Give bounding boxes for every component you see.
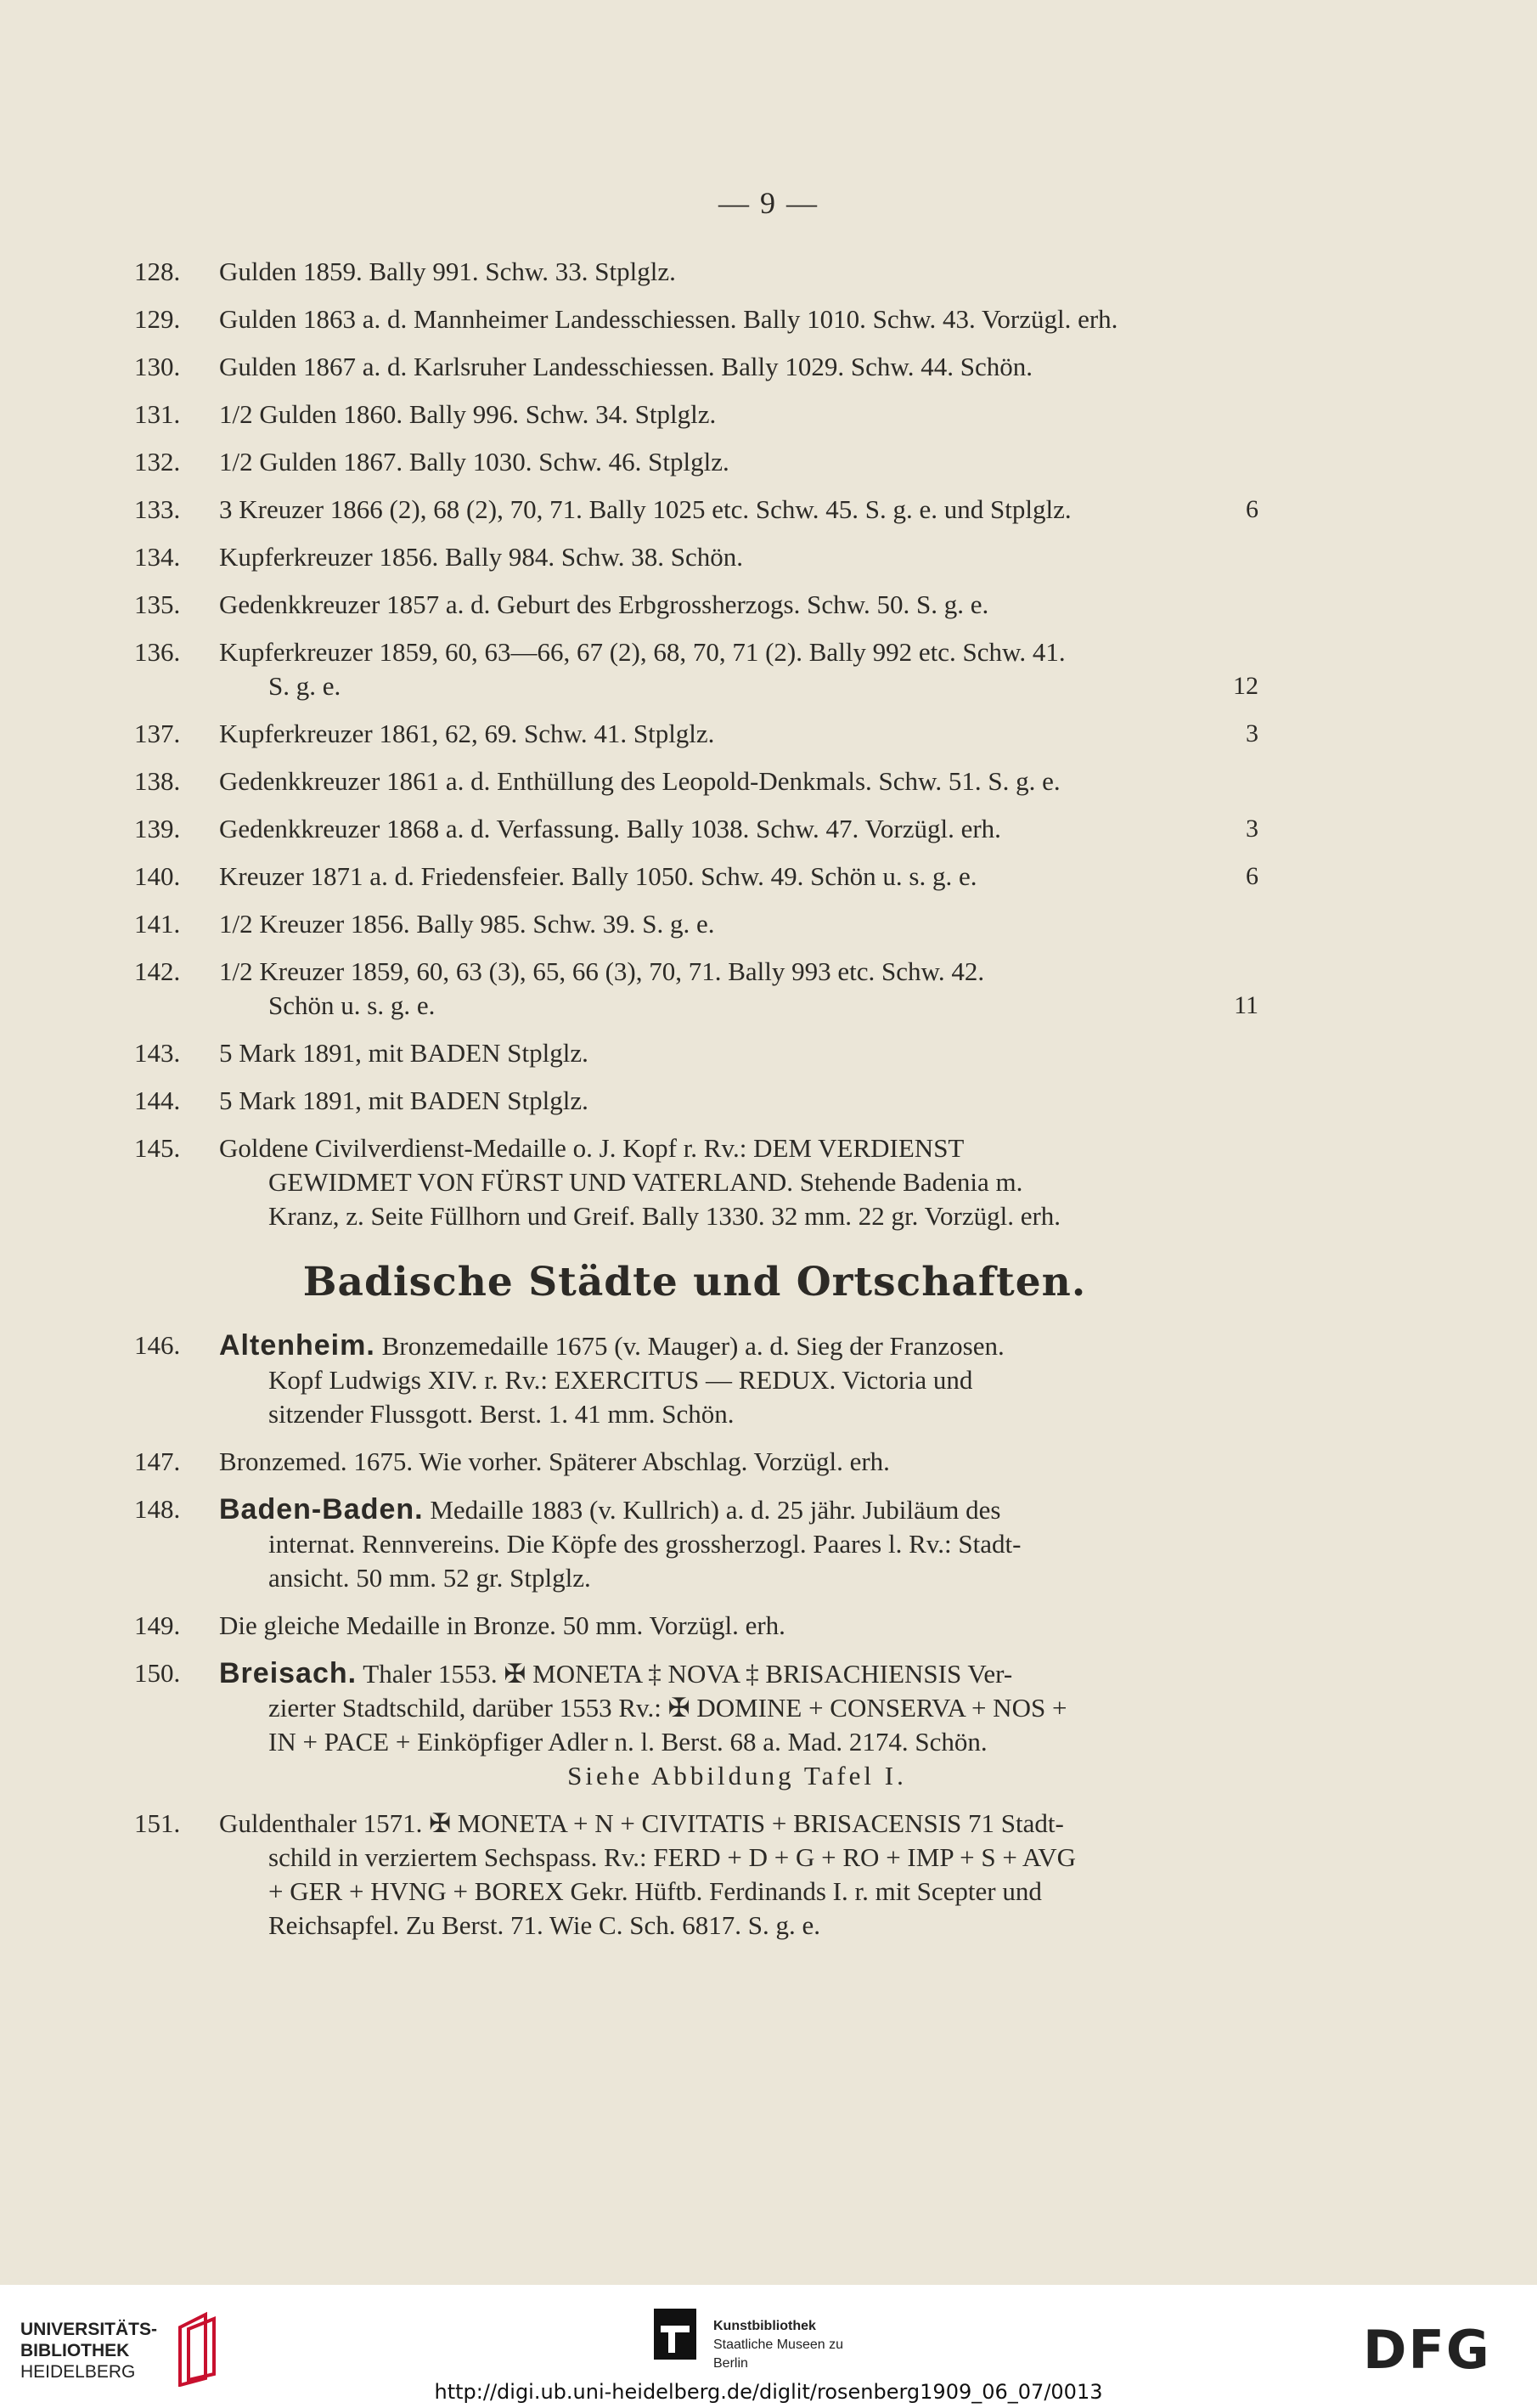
entry-line: Kupferkreuzer 1856. Bally 984. Schw. 38. Schön. xyxy=(219,542,744,572)
catalog-entry xyxy=(134,1445,1255,1479)
entry-line: Kreuzer 1871 a. d. Friedensfeier. Bally 1050. Schw. 49. Schön u. s. g. e. xyxy=(219,861,977,891)
entry-line: Schön u. s. g. e. xyxy=(268,990,436,1020)
catalog-entry xyxy=(134,1656,1255,1793)
entry-number: 147. xyxy=(134,1446,181,1476)
catalog-entry xyxy=(134,588,1255,622)
entry-body xyxy=(219,540,1255,574)
entry-line: Gedenkkreuzer 1861 a. d. Enthüllung des Leopold-Denkmals. Schw. 51. S. g. e. xyxy=(219,766,1061,796)
catalog-entry xyxy=(134,955,1258,1023)
entry-number: 151. xyxy=(134,1808,181,1838)
entry-body xyxy=(219,1328,1255,1431)
entry-line: 1/2 Kreuzer 1856. Bally 985. Schw. 39. S. g. e. xyxy=(219,909,715,939)
entry-line: Kranz, z. Seite Füllhorn und Greif. Bally 1330. 32 mm. 22 gr. Vorzügl. erh. xyxy=(268,1201,1061,1231)
entry-body xyxy=(219,955,1255,1023)
page-number: — 9 — xyxy=(718,186,819,220)
entry-body xyxy=(219,398,1255,431)
entry-price: 12 xyxy=(1233,672,1258,700)
entry-line: zierter Stadtschild, darüber 1553 Rv.: ✠ DOMINE + CONSERVA + NOS + xyxy=(268,1693,1067,1723)
entry-line: sitzender Flussgott. Berst. 1. 41 mm. Schön. xyxy=(268,1399,735,1429)
entry-text: Medaille 1883 (v. Kullrich) a. d. 25 jähr. Jubiläum des xyxy=(423,1495,1001,1525)
entry-number: 139. xyxy=(134,814,181,843)
kunstbibliothek-logo[interactable] xyxy=(654,2309,875,2371)
entry-body xyxy=(219,1036,1255,1070)
entry-line: Gulden 1863 a. d. Mannheimer Landesschiessen. Bally 1010. Schw. 43. Vorzügl. erh. xyxy=(219,304,1118,334)
entry-line: Die gleiche Medaille in Bronze. 50 mm. Vorzügl. erh. xyxy=(219,1610,785,1640)
entry-price: 6 xyxy=(1246,862,1258,890)
entry-price: 3 xyxy=(1246,719,1258,747)
entry-number: 132. xyxy=(134,447,181,477)
entry-body xyxy=(219,1807,1255,1943)
entry-number: 140. xyxy=(134,861,181,891)
entry-body xyxy=(219,860,1255,894)
university-library-logo[interactable] xyxy=(20,2310,216,2387)
entry-number: 129. xyxy=(134,304,181,334)
entry-body xyxy=(219,907,1255,941)
entry-number: 143. xyxy=(134,1038,181,1068)
catalog-entry xyxy=(134,1609,1255,1643)
catalog-entry xyxy=(134,1807,1255,1943)
entry-line xyxy=(219,1656,1255,1691)
entry-number: 134. xyxy=(134,542,181,572)
entry-line: S. g. e. xyxy=(268,671,341,701)
entry-body xyxy=(219,350,1255,384)
entry-line: internat. Rennvereins. Die Köpfe des grossherzogl. Paares l. Rv.: Stadt- xyxy=(268,1529,1022,1559)
catalog-entry xyxy=(134,1036,1255,1070)
entry-price: 11 xyxy=(1234,991,1258,1019)
entry-line: Kopf Ludwigs XIV. r. Rv.: EXERCITUS — REDUX. Victoria und xyxy=(268,1365,973,1395)
entry-line: Gedenkkreuzer 1857 a. d. Geburt des Erbgrossherzogs. Schw. 50. S. g. e. xyxy=(219,589,989,619)
entry-number: 144. xyxy=(134,1086,181,1115)
kb-line-1: Kunstbibliothek xyxy=(713,2319,816,2333)
entry-line: Bronzemed. 1675. Wie vorher. Späterer Abschlag. Vorzügl. erh. xyxy=(219,1446,890,1476)
entry-body xyxy=(219,255,1255,289)
university-library-text xyxy=(20,2319,157,2383)
entry-body xyxy=(219,1492,1255,1595)
catalog-entries-towns xyxy=(134,1328,1255,1943)
catalog-entry xyxy=(134,1328,1255,1431)
place-name: Breisach. xyxy=(219,1657,358,1689)
entry-number: 131. xyxy=(134,399,181,429)
university-logo-icon xyxy=(172,2310,222,2387)
catalog-entry xyxy=(134,764,1255,798)
entry-body xyxy=(219,1131,1255,1233)
entry-line: Kupferkreuzer 1859, 60, 63—66, 67 (2), 68, 70, 71 (2). Bally 992 etc. Schw. 41. xyxy=(219,637,1066,667)
section-heading: Badische Städte und Ortschaften. xyxy=(302,1259,1087,1306)
entry-line: GEWIDMET VON FÜRST UND VATERLAND. Stehende Badenia m. xyxy=(268,1167,1023,1197)
entry-number: 128. xyxy=(134,257,181,286)
catalog-entry xyxy=(134,398,1255,431)
entry-line: 3 Kreuzer 1866 (2), 68 (2), 70, 71. Bally 1025 etc. Schw. 45. S. g. e. und Stplglz. xyxy=(219,494,1072,524)
dfg-logo[interactable]: DFG xyxy=(1363,2319,1491,2381)
catalog-entry xyxy=(134,907,1255,941)
entry-line: 1/2 Kreuzer 1859, 60, 63 (3), 65, 66 (3), 70, 71. Bally 993 etc. Schw. 42. xyxy=(219,956,985,986)
catalog-entry xyxy=(134,540,1255,574)
entry-line: Gedenkkreuzer 1868 a. d. Verfassung. Bally 1038. Schw. 47. Vorzügl. erh. xyxy=(219,814,1001,843)
entry-line: Guldenthaler 1571. ✠ MONETA + N + CIVITATIS + BRISACENSIS 71 Stadt- xyxy=(219,1808,1064,1838)
entry-body xyxy=(219,764,1255,798)
entry-text: Bronzemedaille 1675 (v. Mauger) a. d. Sieg der Franzosen. xyxy=(374,1331,1005,1361)
entry-line: 1/2 Gulden 1867. Bally 1030. Schw. 46. Stplglz. xyxy=(219,447,729,477)
catalog-entry xyxy=(134,493,1258,527)
entry-body xyxy=(219,1084,1255,1118)
place-name: Altenheim. xyxy=(219,1329,375,1362)
entry-line: ansicht. 50 mm. 52 gr. Stplglz. xyxy=(268,1563,591,1593)
entry-line: Goldene Civilverdienst-Medaille o. J. Kopf r. Rv.: DEM VERDIENST xyxy=(219,1133,965,1163)
catalog-entries-coins xyxy=(134,255,1258,1233)
source-url-link[interactable]: http://digi.ub.uni-heidelberg.de/diglit/rosenberg1909_06_07/0013 xyxy=(434,2380,1103,2404)
entry-body xyxy=(219,588,1255,622)
entry-line: Gulden 1859. Bally 991. Schw. 33. Stplglz. xyxy=(219,257,676,286)
footer-bar xyxy=(0,2285,1537,2408)
entry-line: IN + PACE + Einköpfiger Adler n. l. Berst. 68 a. Mad. 2174. Schön. xyxy=(268,1727,988,1757)
catalog-entry xyxy=(134,1131,1255,1233)
entry-body xyxy=(219,1445,1255,1479)
entry-body xyxy=(219,1656,1255,1793)
uni-line-3: HEIDELBERG xyxy=(20,2362,136,2382)
catalog-list xyxy=(134,255,1258,1956)
entry-number: 136. xyxy=(134,637,181,667)
entry-line: Kupferkreuzer 1861, 62, 69. Schw. 41. Stplglz. xyxy=(219,719,715,748)
catalog-entry xyxy=(134,302,1255,336)
catalog-entry xyxy=(134,812,1258,846)
entry-body xyxy=(219,302,1255,336)
entry-price: 6 xyxy=(1246,495,1258,523)
entry-price: 3 xyxy=(1246,815,1258,843)
entry-line xyxy=(219,1328,1255,1363)
kunstbibliothek-icon xyxy=(654,2309,696,2360)
kb-line-2: Staatliche Museen zu Berlin xyxy=(713,2338,843,2371)
place-name: Baden-Baden. xyxy=(219,1493,424,1525)
catalog-entry xyxy=(134,635,1258,703)
catalog-entry xyxy=(134,860,1258,894)
catalog-entry xyxy=(134,1492,1255,1595)
entry-number: 138. xyxy=(134,766,181,796)
entry-line: + GER + HVNG + BOREX Gekr. Hüftb. Ferdinands I. r. mit Scepter und xyxy=(268,1876,1042,1906)
entry-body xyxy=(219,445,1255,479)
plate-reference: Siehe Abbildung Tafel I. xyxy=(567,1761,907,1790)
entry-line: 5 Mark 1891, mit BADEN Stplglz. xyxy=(219,1086,588,1115)
entry-line: Reichsapfel. Zu Berst. 71. Wie C. Sch. 6817. S. g. e. xyxy=(268,1910,820,1940)
entry-body xyxy=(219,635,1255,703)
entry-number: 149. xyxy=(134,1610,181,1640)
entry-text: Thaler 1553. ✠ MONETA ‡ NOVA ‡ BRISACHIENSIS Ver- xyxy=(357,1659,1013,1689)
entry-number: 146. xyxy=(134,1330,181,1360)
entry-number: 142. xyxy=(134,956,181,986)
entry-line xyxy=(219,1492,1255,1527)
entry-number: 148. xyxy=(134,1494,181,1524)
catalog-entry xyxy=(134,717,1258,751)
entry-line: Gulden 1867 a. d. Karlsruher Landesschiessen. Bally 1029. Schw. 44. Schön. xyxy=(219,352,1033,381)
entry-line: 5 Mark 1891, mit BADEN Stplglz. xyxy=(219,1038,588,1068)
entry-number: 137. xyxy=(134,719,181,748)
kunstbibliothek-text xyxy=(713,2317,875,2373)
entry-number: 133. xyxy=(134,494,181,524)
entry-number: 145. xyxy=(134,1133,181,1163)
entry-line: 1/2 Gulden 1860. Bally 996. Schw. 34. Stplglz. xyxy=(219,399,717,429)
catalog-entry xyxy=(134,350,1255,384)
uni-line-2: BIBLIOTHEK xyxy=(20,2341,130,2360)
entry-body xyxy=(219,812,1255,846)
uni-line-1: UNIVERSITÄTS- xyxy=(20,2320,158,2339)
entry-body xyxy=(219,717,1255,751)
entry-number: 141. xyxy=(134,909,181,939)
entry-number: 135. xyxy=(134,589,181,619)
catalog-entry xyxy=(134,445,1255,479)
catalog-entry xyxy=(134,1084,1255,1118)
entry-number: 150. xyxy=(134,1658,181,1688)
entry-number: 130. xyxy=(134,352,181,381)
entry-body xyxy=(219,493,1255,527)
entry-body xyxy=(219,1609,1255,1643)
entry-line: schild in verziertem Sechspass. Rv.: FERD + D + G + RO + IMP + S + AVG xyxy=(268,1842,1077,1872)
catalog-entry xyxy=(134,255,1255,289)
